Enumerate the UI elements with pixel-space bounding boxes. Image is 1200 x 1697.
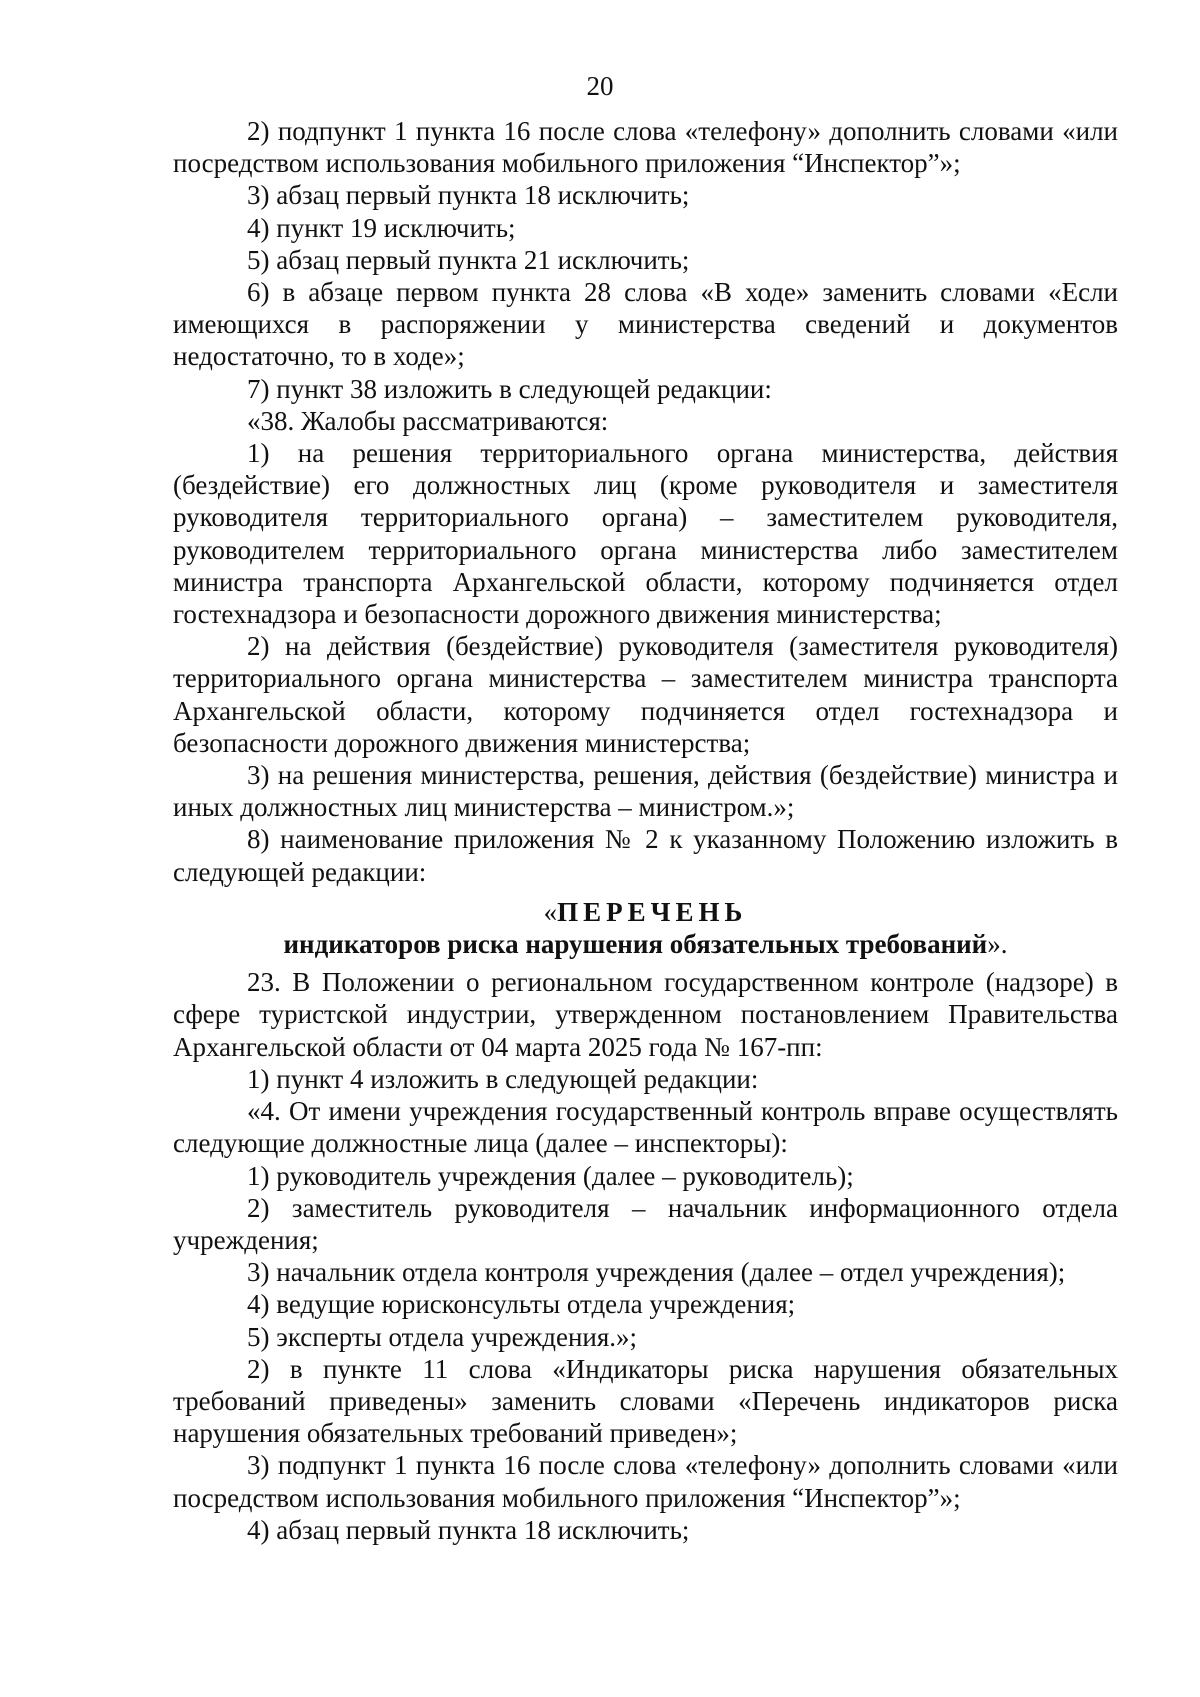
heading-subtitle (173, 928, 1118, 960)
paragraph: 2) на действия (бездействие) руководителя (заместителя руководителя) территориального органа министерства – заместителем министра транспорта Архангельской области, которому подчиняется отдел гостехнадзора и безопасности дорожного движения министерства; (173, 631, 1118, 758)
page-number: 20 (586, 71, 614, 101)
paragraph: 3) абзац первый пункта 18 исключить; (247, 180, 690, 211)
paragraph: 1) пункт 4 изложить в следующей редакции: (247, 1063, 759, 1094)
paragraph: 3) на решения министерства, решения, действия (бездействие) министра и иных должностных лиц министерства – министром.»; (173, 760, 1118, 823)
paragraph: 6) в абзаце первом пункта 28 слова «В ходе» заменить словами «Если имеющихся в распоряжении у министерства сведений и документов недостаточно, то в ходе»; (173, 277, 1118, 372)
paragraph: 2) в пункте 11 слова «Индикаторы риска нарушения обязательных требований приведены» заменить словами «Перечень индикаторов риска нарушения обязательных требований приведен»; (173, 1353, 1118, 1449)
paragraph: 23. В Положении о региональном государственном контроле (надзоре) в сфере туристской индустрии, утвержденном постановлением Правительства Архангельской области от 04 марта 2025 года № 167-пп: (173, 967, 1118, 1062)
heading-close-quote: ». (987, 929, 1008, 960)
paragraph: «38. Жалобы рассматриваются: (247, 405, 609, 436)
paragraph: 5) эксперты отдела учреждения.»; (247, 1321, 638, 1352)
paragraph: 4) ведущие юрисконсульты отдела учреждения; (247, 1289, 796, 1320)
paragraph: 1) на решения территориального органа министерства, действия (бездействие) его должностных лиц (кроме руководителя и заместителя руководителя территориального органа) – заместителем руководителя, руководителем территориального органа министерства либо заместителем министра транспорта Архангельской области, которому подчиняется отдел гостехнадзора и безопасности дорожного движения министерства; (173, 438, 1118, 630)
paragraph: «4. От имени учреждения государственный контроль вправе осуществлять следующие должностные лица (далее – инспекторы): (173, 1096, 1118, 1159)
heading-title-text: ПЕРЕЧЕНЬ (557, 896, 748, 927)
document-body (173, 115, 1118, 1546)
paragraph: 5) абзац первый пункта 21 исключить; (247, 244, 690, 275)
paragraph: 8) наименование приложения № 2 к указанному Положению изложить в следующей редакции: (173, 824, 1118, 887)
heading-subtitle-text: индикаторов риска нарушения обязательных требований (283, 929, 988, 960)
paragraph: 4) пункт 19 исключить; (247, 212, 516, 243)
paragraph: 4) абзац первый пункта 18 исключить; (247, 1514, 690, 1545)
heading-title (173, 896, 1118, 928)
paragraph: 2) подпункт 1 пункта 16 после слова «телефону» дополнить словами «или посредством использования мобильного приложения “Инспектор”»; (173, 116, 1118, 179)
paragraph: 3) начальник отдела контроля учреждения (далее – отдел учреждения); (247, 1257, 1066, 1288)
heading-open-quote: « (543, 896, 558, 927)
paragraph: 1) руководитель учреждения (далее – руководитель); (247, 1160, 854, 1191)
paragraph: 3) подпункт 1 пункта 16 после слова «телефону» дополнить словами «или посредством использования мобильного приложения “Инспектор”»; (173, 1450, 1118, 1513)
paragraph: 2) заместитель руководителя – начальник информационного отдела учреждения; (173, 1192, 1118, 1255)
paragraph: 7) пункт 38 изложить в следующей редакции: (247, 373, 772, 404)
